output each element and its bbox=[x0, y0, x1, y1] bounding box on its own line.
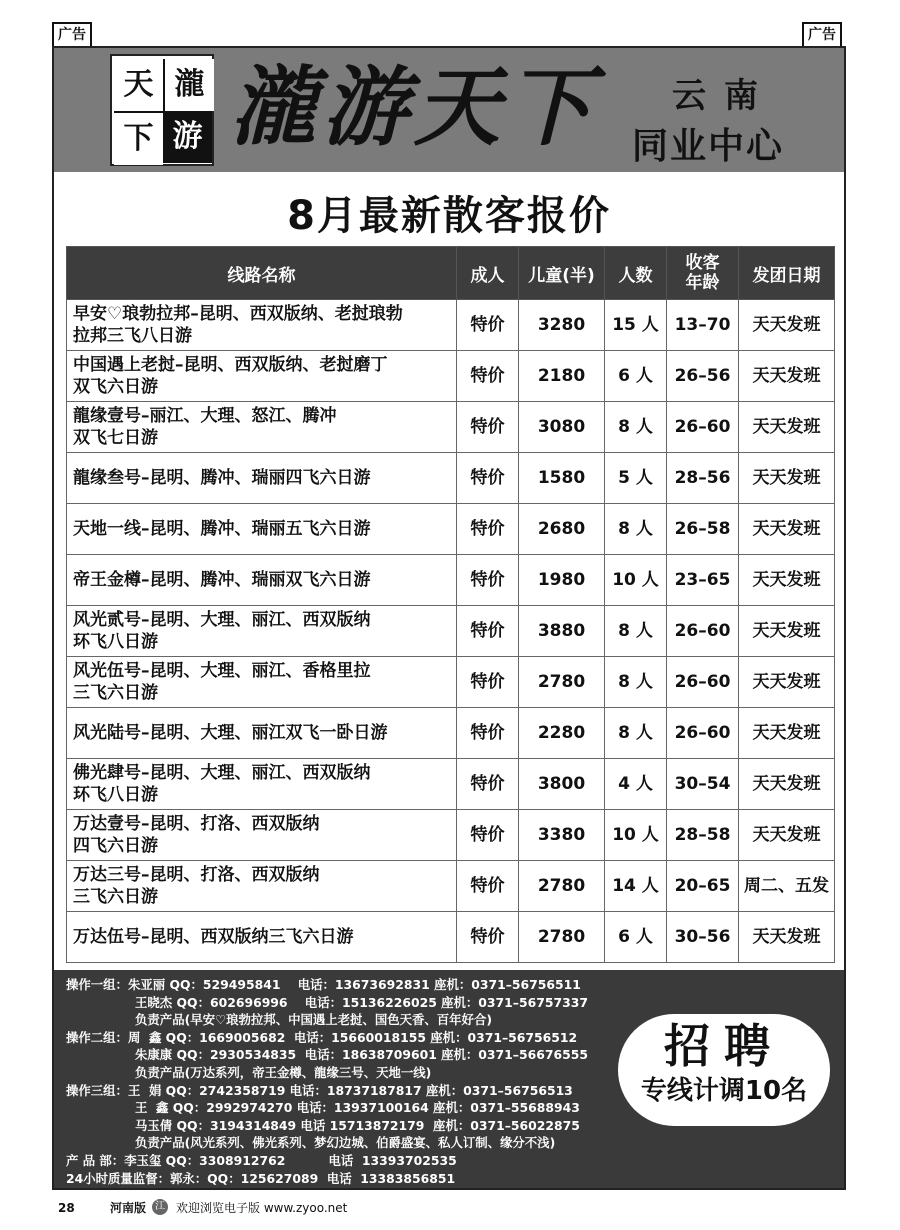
edition-label: 河南版 bbox=[110, 1201, 147, 1215]
age-range: 13–70 bbox=[667, 300, 739, 351]
route-name-line1: 帝王金樽–昆明、腾冲、瑞丽双飞六日游 bbox=[73, 570, 371, 590]
departure-schedule: 天天发班 bbox=[739, 912, 835, 963]
group-size: 5 人 bbox=[605, 453, 667, 504]
contact-line: 负责产品(万达系列，帝王金樽、龍缘三号、天地一线) bbox=[66, 1064, 432, 1080]
contact-line: 马玉倩 QQ：3194314849 电话 15713872179 座机：0371–56022875 bbox=[66, 1117, 580, 1133]
child-price: 2780 bbox=[519, 912, 605, 963]
child-price: 3280 bbox=[519, 300, 605, 351]
adult-price: 特价 bbox=[457, 759, 519, 810]
child-price: 2180 bbox=[519, 351, 605, 402]
route-name-line1: 龍缘叁号–昆明、腾冲、瑞丽四飞六日游 bbox=[73, 468, 371, 488]
age-range: 30–56 bbox=[667, 912, 739, 963]
route-name-line1: 佛光肆号–昆明、大理、丽江、西双版纳 bbox=[73, 763, 371, 783]
group-size: 10 人 bbox=[605, 555, 667, 606]
header-people: 人数 bbox=[605, 247, 667, 300]
brand-logo bbox=[110, 54, 214, 166]
table-row bbox=[67, 504, 835, 555]
departure-schedule: 天天发班 bbox=[739, 300, 835, 351]
center-label: 同业中心 bbox=[632, 126, 785, 167]
group-size: 10 人 bbox=[605, 810, 667, 861]
route-name-line1: 早安♡琅勃拉邦–昆明、西双版纳、老挝琅勃 bbox=[73, 304, 403, 324]
route-name bbox=[67, 402, 457, 453]
adult-price: 特价 bbox=[457, 708, 519, 759]
logo-char-4: 游 bbox=[163, 111, 212, 163]
header-departure: 发团日期 bbox=[739, 247, 835, 300]
route-name-line2: 双飞七日游 bbox=[73, 428, 158, 448]
contact-line: 操作三组：王 娟 QQ：2742358719 电话：18737187817 座机：0371–56756513 bbox=[66, 1082, 573, 1098]
child-price: 3380 bbox=[519, 810, 605, 861]
departure-schedule: 周二、五发 bbox=[739, 861, 835, 912]
route-name-line2: 环飞八日游 bbox=[73, 632, 158, 652]
table-row bbox=[67, 861, 835, 912]
departure-schedule: 天天发班 bbox=[739, 759, 835, 810]
table-row bbox=[67, 708, 835, 759]
table-row bbox=[67, 759, 835, 810]
price-table bbox=[66, 246, 835, 963]
route-name bbox=[67, 504, 457, 555]
route-name-line1: 万达伍号–昆明、西双版纳三飞六日游 bbox=[73, 927, 354, 947]
departure-schedule: 天天发班 bbox=[739, 504, 835, 555]
adult-price: 特价 bbox=[457, 351, 519, 402]
age-range: 26–60 bbox=[667, 708, 739, 759]
contact-line: 操作二组：周 鑫 QQ：1669005682 电话：15660018155 座机：0371–56756512 bbox=[66, 1029, 578, 1045]
route-name-line1: 风光陆号–昆明、大理、丽江双飞一卧日游 bbox=[73, 723, 388, 743]
child-price: 1580 bbox=[519, 453, 605, 504]
contact-list bbox=[66, 976, 588, 1187]
departure-schedule: 天天发班 bbox=[739, 402, 835, 453]
age-range: 26–56 bbox=[667, 351, 739, 402]
table-row bbox=[67, 555, 835, 606]
child-price: 1980 bbox=[519, 555, 605, 606]
brand-name: 瀧游天下 bbox=[230, 57, 598, 158]
adult-price: 特价 bbox=[457, 402, 519, 453]
contact-line: 王 鑫 QQ：2992974270 电话：13937100164 座机：0371–55688943 bbox=[66, 1100, 580, 1116]
age-range: 26–60 bbox=[667, 657, 739, 708]
departure-schedule: 天天发班 bbox=[739, 453, 835, 504]
adult-price: 特价 bbox=[457, 300, 519, 351]
logo-char-2: 瀧 bbox=[163, 59, 214, 111]
table-header-row bbox=[67, 247, 835, 300]
epaper-link[interactable]: 欢迎浏览电子版 www.zyoo.net bbox=[176, 1201, 348, 1215]
contact-line: 负责产品(早安♡琅勃拉邦、中国遇上老挝、国色天香、百年好合) bbox=[66, 1012, 493, 1028]
adult-price: 特价 bbox=[457, 555, 519, 606]
header-adult: 成人 bbox=[457, 247, 519, 300]
edition-badge: 江 bbox=[152, 1199, 168, 1215]
group-size: 4 人 bbox=[605, 759, 667, 810]
route-name bbox=[67, 912, 457, 963]
age-range: 26–58 bbox=[667, 504, 739, 555]
contact-line: 负责产品(风光系列、佛光系列、梦幻边城、伯爵盛宴、私人订制、缘分不浅) bbox=[66, 1135, 556, 1151]
adult-price: 特价 bbox=[457, 453, 519, 504]
page-number: 28 bbox=[58, 1201, 75, 1215]
route-name-line1: 中国遇上老挝–昆明、西双版纳、老挝磨丁 bbox=[73, 355, 388, 375]
logo-char-1: 天 bbox=[114, 59, 163, 111]
route-name-line2: 四飞六日游 bbox=[73, 836, 158, 856]
table-row bbox=[67, 657, 835, 708]
page-footer bbox=[52, 1196, 846, 1220]
departure-schedule: 天天发班 bbox=[739, 351, 835, 402]
route-name bbox=[67, 810, 457, 861]
age-range: 30–54 bbox=[667, 759, 739, 810]
route-name-line1: 万达三号–昆明、打洛、西双版纳 bbox=[73, 865, 320, 885]
child-price: 2680 bbox=[519, 504, 605, 555]
child-price: 2780 bbox=[519, 657, 605, 708]
group-size: 6 人 bbox=[605, 351, 667, 402]
departure-schedule: 天天发班 bbox=[739, 606, 835, 657]
age-range: 23–65 bbox=[667, 555, 739, 606]
ad-label-left: 广告 bbox=[52, 22, 92, 48]
group-size: 8 人 bbox=[605, 708, 667, 759]
child-price: 2280 bbox=[519, 708, 605, 759]
route-name bbox=[67, 759, 457, 810]
route-name-line2: 拉邦三飞八日游 bbox=[73, 326, 192, 346]
child-price: 2780 bbox=[519, 861, 605, 912]
route-name bbox=[67, 351, 457, 402]
header-band bbox=[54, 48, 844, 172]
price-table-body bbox=[67, 300, 835, 963]
group-size: 15 人 bbox=[605, 300, 667, 351]
table-row bbox=[67, 300, 835, 351]
contact-line: 产 品 部：李玉玺 QQ：3308912762 电话 13393702535 bbox=[66, 1152, 457, 1168]
header-age-line1: 收客 bbox=[685, 253, 720, 273]
header-route: 线路名称 bbox=[67, 247, 457, 300]
route-name-line1: 龍缘壹号–丽江、大理、怒江、腾冲 bbox=[73, 406, 337, 426]
age-range: 26–60 bbox=[667, 606, 739, 657]
group-size: 8 人 bbox=[605, 606, 667, 657]
route-name bbox=[67, 708, 457, 759]
age-range: 28–58 bbox=[667, 810, 739, 861]
departure-schedule: 天天发班 bbox=[739, 810, 835, 861]
group-size: 6 人 bbox=[605, 912, 667, 963]
departure-schedule: 天天发班 bbox=[739, 657, 835, 708]
age-range: 26–60 bbox=[667, 402, 739, 453]
route-name-line1: 天地一线–昆明、腾冲、瑞丽五飞六日游 bbox=[73, 519, 371, 539]
group-size: 8 人 bbox=[605, 657, 667, 708]
header-child: 儿童(半) bbox=[519, 247, 605, 300]
table-row bbox=[67, 606, 835, 657]
route-name bbox=[67, 861, 457, 912]
table-row bbox=[67, 402, 835, 453]
header-age bbox=[667, 247, 739, 300]
contact-line: 24小时质量监督：郭永：QQ：125627089 电话 13383856851 bbox=[66, 1170, 456, 1186]
child-price: 3080 bbox=[519, 402, 605, 453]
child-price: 3880 bbox=[519, 606, 605, 657]
group-size: 14 人 bbox=[605, 861, 667, 912]
adult-price: 特价 bbox=[457, 912, 519, 963]
operations-panel bbox=[54, 970, 844, 1188]
route-name bbox=[67, 300, 457, 351]
route-name-line2: 三飞六日游 bbox=[73, 887, 158, 907]
route-name bbox=[67, 657, 457, 708]
age-range: 28–56 bbox=[667, 453, 739, 504]
contact-line: 操作一组：朱亚丽 QQ：529495841 电话：13673692831 座机：0371–56756511 bbox=[66, 977, 581, 992]
region-label: 云南 bbox=[672, 76, 776, 116]
page-title: 8月最新散客报价 bbox=[287, 193, 611, 239]
route-name-line2: 双飞六日游 bbox=[73, 377, 158, 397]
table-row bbox=[67, 453, 835, 504]
logo-char-3: 下 bbox=[114, 111, 163, 165]
header-age-line2: 年龄 bbox=[685, 273, 720, 293]
route-name-line1: 万达壹号–昆明、打洛、西双版纳 bbox=[73, 814, 320, 834]
table-row bbox=[67, 351, 835, 402]
departure-schedule: 天天发班 bbox=[739, 555, 835, 606]
route-name-line1: 风光贰号–昆明、大理、丽江、西双版纳 bbox=[73, 610, 371, 630]
group-size: 8 人 bbox=[605, 402, 667, 453]
contact-line: 王晓杰 QQ：602696996 电话：15136226025 座机：0371–56757337 bbox=[66, 994, 588, 1010]
ad-label-right: 广告 bbox=[802, 22, 842, 48]
adult-price: 特价 bbox=[457, 810, 519, 861]
recruit-badge bbox=[618, 1014, 830, 1126]
advert-frame bbox=[52, 46, 846, 1190]
adult-price: 特价 bbox=[457, 606, 519, 657]
child-price: 3800 bbox=[519, 759, 605, 810]
adult-price: 特价 bbox=[457, 657, 519, 708]
route-name bbox=[67, 453, 457, 504]
table-row bbox=[67, 810, 835, 861]
table-row bbox=[67, 912, 835, 963]
age-range: 20–65 bbox=[667, 861, 739, 912]
adult-price: 特价 bbox=[457, 861, 519, 912]
route-name bbox=[67, 606, 457, 657]
adult-price: 特价 bbox=[457, 504, 519, 555]
recruit-title: 招聘 bbox=[664, 1019, 784, 1073]
contact-line: 朱康康 QQ：2930534835 电话：18638709601 座机：0371–56676555 bbox=[66, 1047, 588, 1063]
route-name-line2: 环飞八日游 bbox=[73, 785, 158, 805]
route-name-line1: 风光伍号–昆明、大理、丽江、香格里拉 bbox=[73, 661, 371, 681]
group-size: 8 人 bbox=[605, 504, 667, 555]
route-name bbox=[67, 555, 457, 606]
recruit-subtitle: 专线计调10名 bbox=[640, 1076, 808, 1106]
departure-schedule: 天天发班 bbox=[739, 708, 835, 759]
route-name-line2: 三飞六日游 bbox=[73, 683, 158, 703]
